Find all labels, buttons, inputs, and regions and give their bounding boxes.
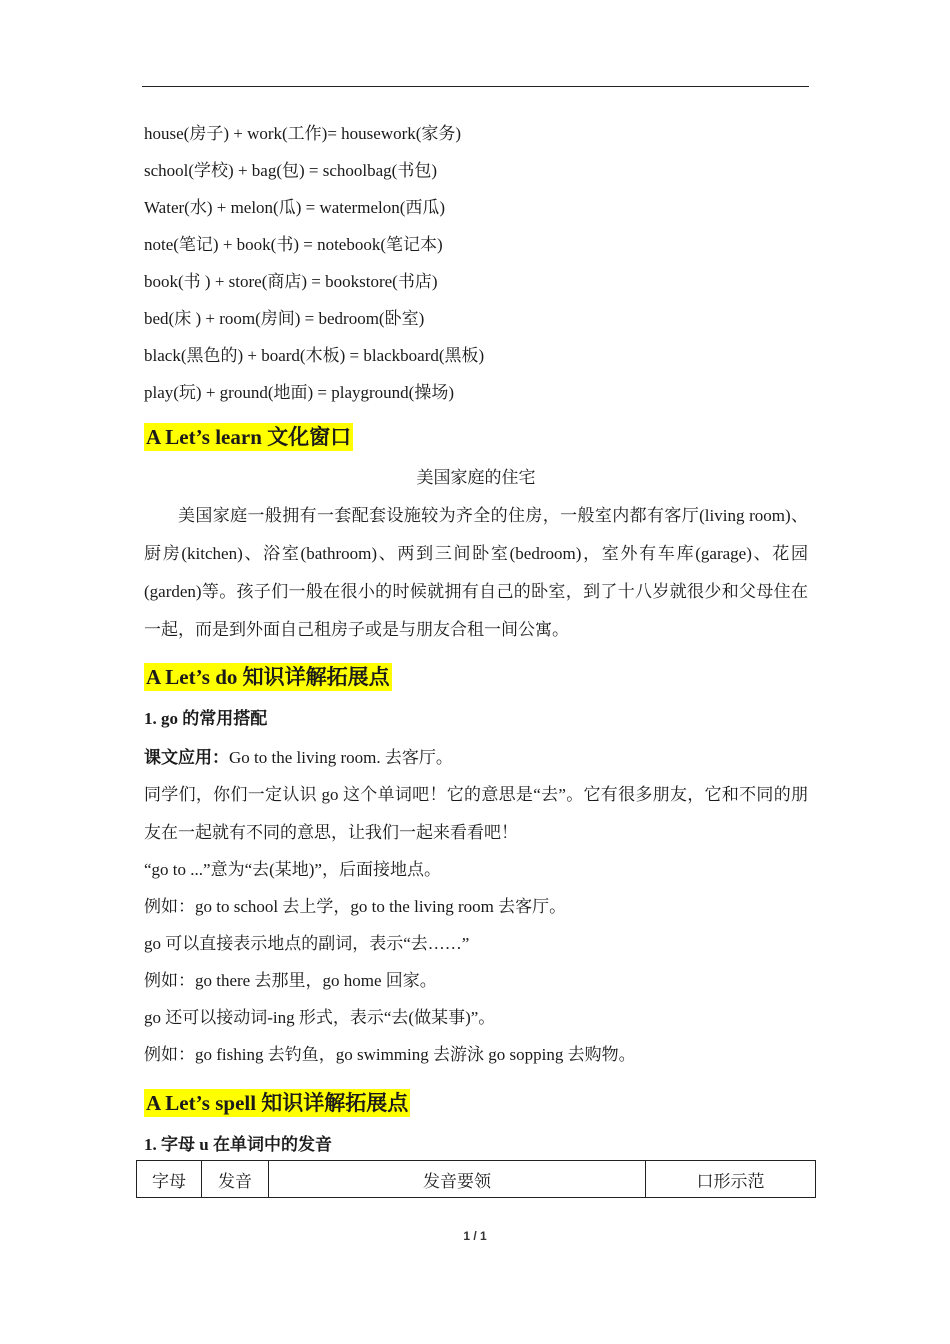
lesson-application [144,739,808,776]
application-text: Go to the living room. 去客厅。 [229,748,453,767]
culture-paragraph: 美国家庭一般拥有一套配套设施较为齐全的住房，一般室内都有客厅(living room)、厨房(kitchen)、浴室(bathroom)、两到三间卧室(bedroom)，室外有车库(garage)、花园(garden)等。孩子们一般在很小的时候就拥有自己的卧室，到了十八岁就很少和父母住在一起，而是到外面自己租房子或是与朋友合租一间公寓。 [144,506,808,639]
page-number: 1 / 1 [463,1229,487,1243]
compound-line: Water(水) + melon(瓜) = watermelon(西瓜) [144,198,446,217]
explanation-line: “go to ...”意为“去(某地)”，后面接地点。 [144,860,441,879]
section-heading-do [144,655,808,699]
heading-highlight: A Let’s learn 文化窗口 [146,425,352,449]
compound-line: school(学校) + bag(包) = schoolbag(书包) [144,161,438,180]
pronunciation-table [136,1160,816,1198]
example-line: 例如：go to school 去上学，go to the living room 去客厅。 [144,897,567,916]
compound-word-list [144,115,808,411]
section-heading-spell [144,1081,808,1125]
compound-line: bed(床 ) + room(房间) = bedroom(卧室) [144,309,425,328]
compound-line: note(笔记) + book(书) = notebook(笔记本) [144,235,443,254]
heading-highlight: A Let’s spell 知识详解拓展点 [146,1091,409,1115]
table-header-cell: 字母 [137,1161,202,1198]
explanation-line: go 可以直接表示地点的副词，表示“去……” [144,934,470,953]
point-title: 1. go 的常用搭配 [144,709,268,728]
intro-paragraph: 同学们，你们一定认识 go 这个单词吧！它的意思是“去”。它有很多朋友，它和不同的朋友在一起就有不同的意思，让我们一起来看看吧！ [144,785,808,842]
explanation-line: go 还可以接动词-ing 形式，表示“去(做某事)”。 [144,1008,496,1027]
header-rule [142,86,809,87]
compound-line: book(书 ) + store(商店) = bookstore(书店) [144,272,438,291]
document-body [144,115,808,1165]
example-line: 例如：go fishing 去钓鱼，go swimming 去游泳 go sopping 去购物。 [144,1045,636,1064]
point-title: 1. 字母 u 在单词中的发音 [144,1135,332,1154]
table-header-cell: 发音要领 [269,1161,646,1198]
compound-line: play(玩) + ground(地面) = playground(操场) [144,383,455,402]
application-label: 课文应用： [144,748,229,767]
section-heading-learn [144,415,808,459]
compound-line: black(黑色的) + board(木板) = blackboard(黑板) [144,346,485,365]
table-header-cell: 发音 [202,1161,269,1198]
table-header-row [137,1161,816,1198]
compound-line: house(房子) + work(工作)= housework(家务) [144,124,462,143]
heading-highlight: A Let’s do 知识详解拓展点 [146,665,390,689]
table-header-cell: 口形示范 [646,1161,816,1198]
article-subtitle: 美国家庭的住宅 [416,468,536,487]
example-line: 例如：go there 去那里，go home 回家。 [144,971,437,990]
